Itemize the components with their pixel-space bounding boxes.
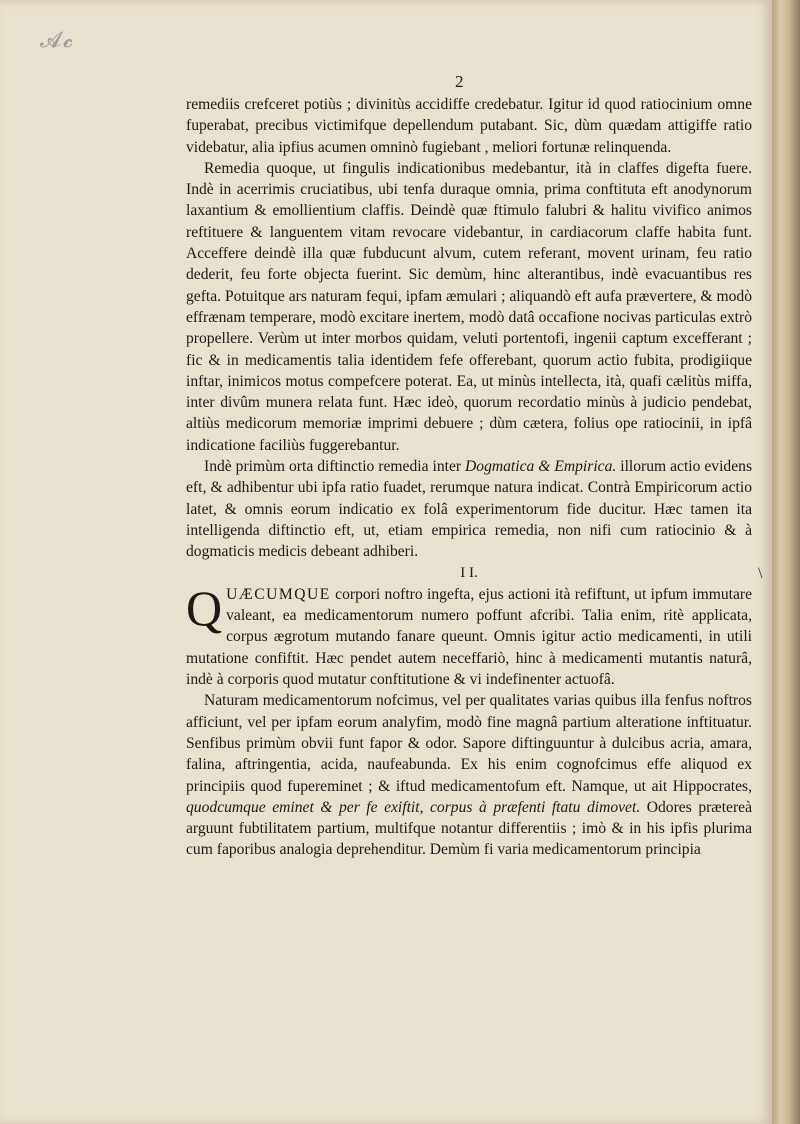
paragraph-3 (186, 456, 752, 562)
section-heading: I I. (460, 564, 478, 581)
body-text (186, 94, 752, 861)
paragraph-3-start: Indè primùm orta diftinctio remedia inter (204, 458, 466, 476)
paragraph-2: Remedia quoque, ut fingulis indicationibus medebantur, ità in claffes digefta fuere. Indè in acerrimis cruciatibus, ubi tenfa duraque omnia, prima conftituta eft anodynorum laxantium & emollientium claffis. Deindè quæ ftimulo falubri & halitu vivifico animos reftituere & languentem vitam revocare videbantur, in cardiacorum claffe habita funt. Acceffere deindè illa quæ fubducunt alvum, cutem referant, movent urinam, feu ratio dederit, feu forte objecta fuerint. Sic demùm, hinc alterantibus, indè evacuantibus res gefta. Potuitque ars naturam fequi, ipfam æmulari ; aliquandò eft aufa prævertere, & modò effrænam temperare, modò excitare inertem, modò datâ occafione nocivas particulas extrò propellere. Verùm ut inter morbos quidam, veluti portentofi, ingenii captum excefferant ; fic & in medicamentis talia identidem fefe offerebant, quorum actio fubita, prodigiique inftar, inimicos motus compefcere poterat. Ea, ut minùs intellecta, ità, quafi cælitùs miffa, inter divûm munera relata funt. Hæc ideò, quorum recordatio minùs à judicio pendebat, altiùs medicorum memoriæ imprimi debuere ; dùm cætera, folius ope ratiocinii, in ipfâ indicatione faciliùs fuggerebantur. (186, 159, 752, 454)
library-stamp-mark: 𝓐𝓬 (40, 28, 75, 53)
margin-mark: \ (758, 565, 763, 582)
paragraph-5-start: Naturam medicamentorum nofcimus, vel per qualitates varias quibus illa fenfus noftros afficiunt, vel per ipfam eorum analyfim, modò fine magnâ partium alteratione inftituatur. Senfibus primùm obvii funt fapor & odor. Sapore diftinguuntur à dulcibus acria, amara, falina, aftringentia, acida, naufeabunda. Ex his enim cognofcimus effe aliquod ex principiis quod fupereminet ; & iftud medicamentofum eft. Namque, ut ait Hippocrates, (186, 692, 752, 795)
paragraph-5-end: Odores prætereà arguunt fubtilitatem partium, multifque notantur differentiis ; imò & in his ipfis plurima cum faporibus analogia deprehenditur. Demùm fi varia medicamentorum principia (186, 798, 752, 859)
page-edge (772, 0, 800, 1124)
paragraph-1: remediis crefceret potiùs ; divinitùs accidiffe credebatur. Igitur id quod ratiocinium omne fuperabat, precibus victimifque depellendum putabant. Sic, dùm quædam attigiffe ratio videbatur, alia ipfius acumen omninò fugiebant , meliori fortunæ relinquenda. (186, 96, 752, 156)
paragraph-4-smallcaps: UÆCUMQUE (226, 585, 331, 603)
paragraph-5 (186, 690, 752, 860)
paragraph-4-rest: corpori noftro ingefta, ejus actioni ità refiftunt, ut ipfum immutare valeant, ea medicamentorum numero poffunt afcribi. Talia enim, ritè applicata, corpus ægrotum mutando fanare queunt. Omnis igitur actio medicamenti, in utili mutatione confiftit. Hæc pendet autem neceffariò, hinc à medicamenti mutantis naturâ, indè à corporis quod mutatur conftitutione & vi indefinenter actuofâ. (186, 585, 752, 689)
paragraph-4 (186, 579, 752, 690)
drop-cap: Q (186, 579, 223, 636)
page-number: 2 (455, 72, 464, 91)
paragraph-3-end: illorum actio evidens eft, & adhibentur ubi ipfa ratio fuadet, rerumque natura indicat. Contrà Empiricorum actio latet, & omnis eorum indicatio ex folâ experimentorum fide ducitur. Hæc tamen ita intelligenda diftinctio eft, ut, etiam empirica remedia, non nifi cum ratiocinio & à dogmaticis medicis debeant adhiberi. (186, 458, 753, 561)
paragraph-3-italic: Dogmatica & Empirica. (465, 458, 617, 476)
paragraph-5-italic: quodcumque eminet & per fe exiftit, corpus à præfenti ftatu dimovet. (186, 798, 641, 816)
